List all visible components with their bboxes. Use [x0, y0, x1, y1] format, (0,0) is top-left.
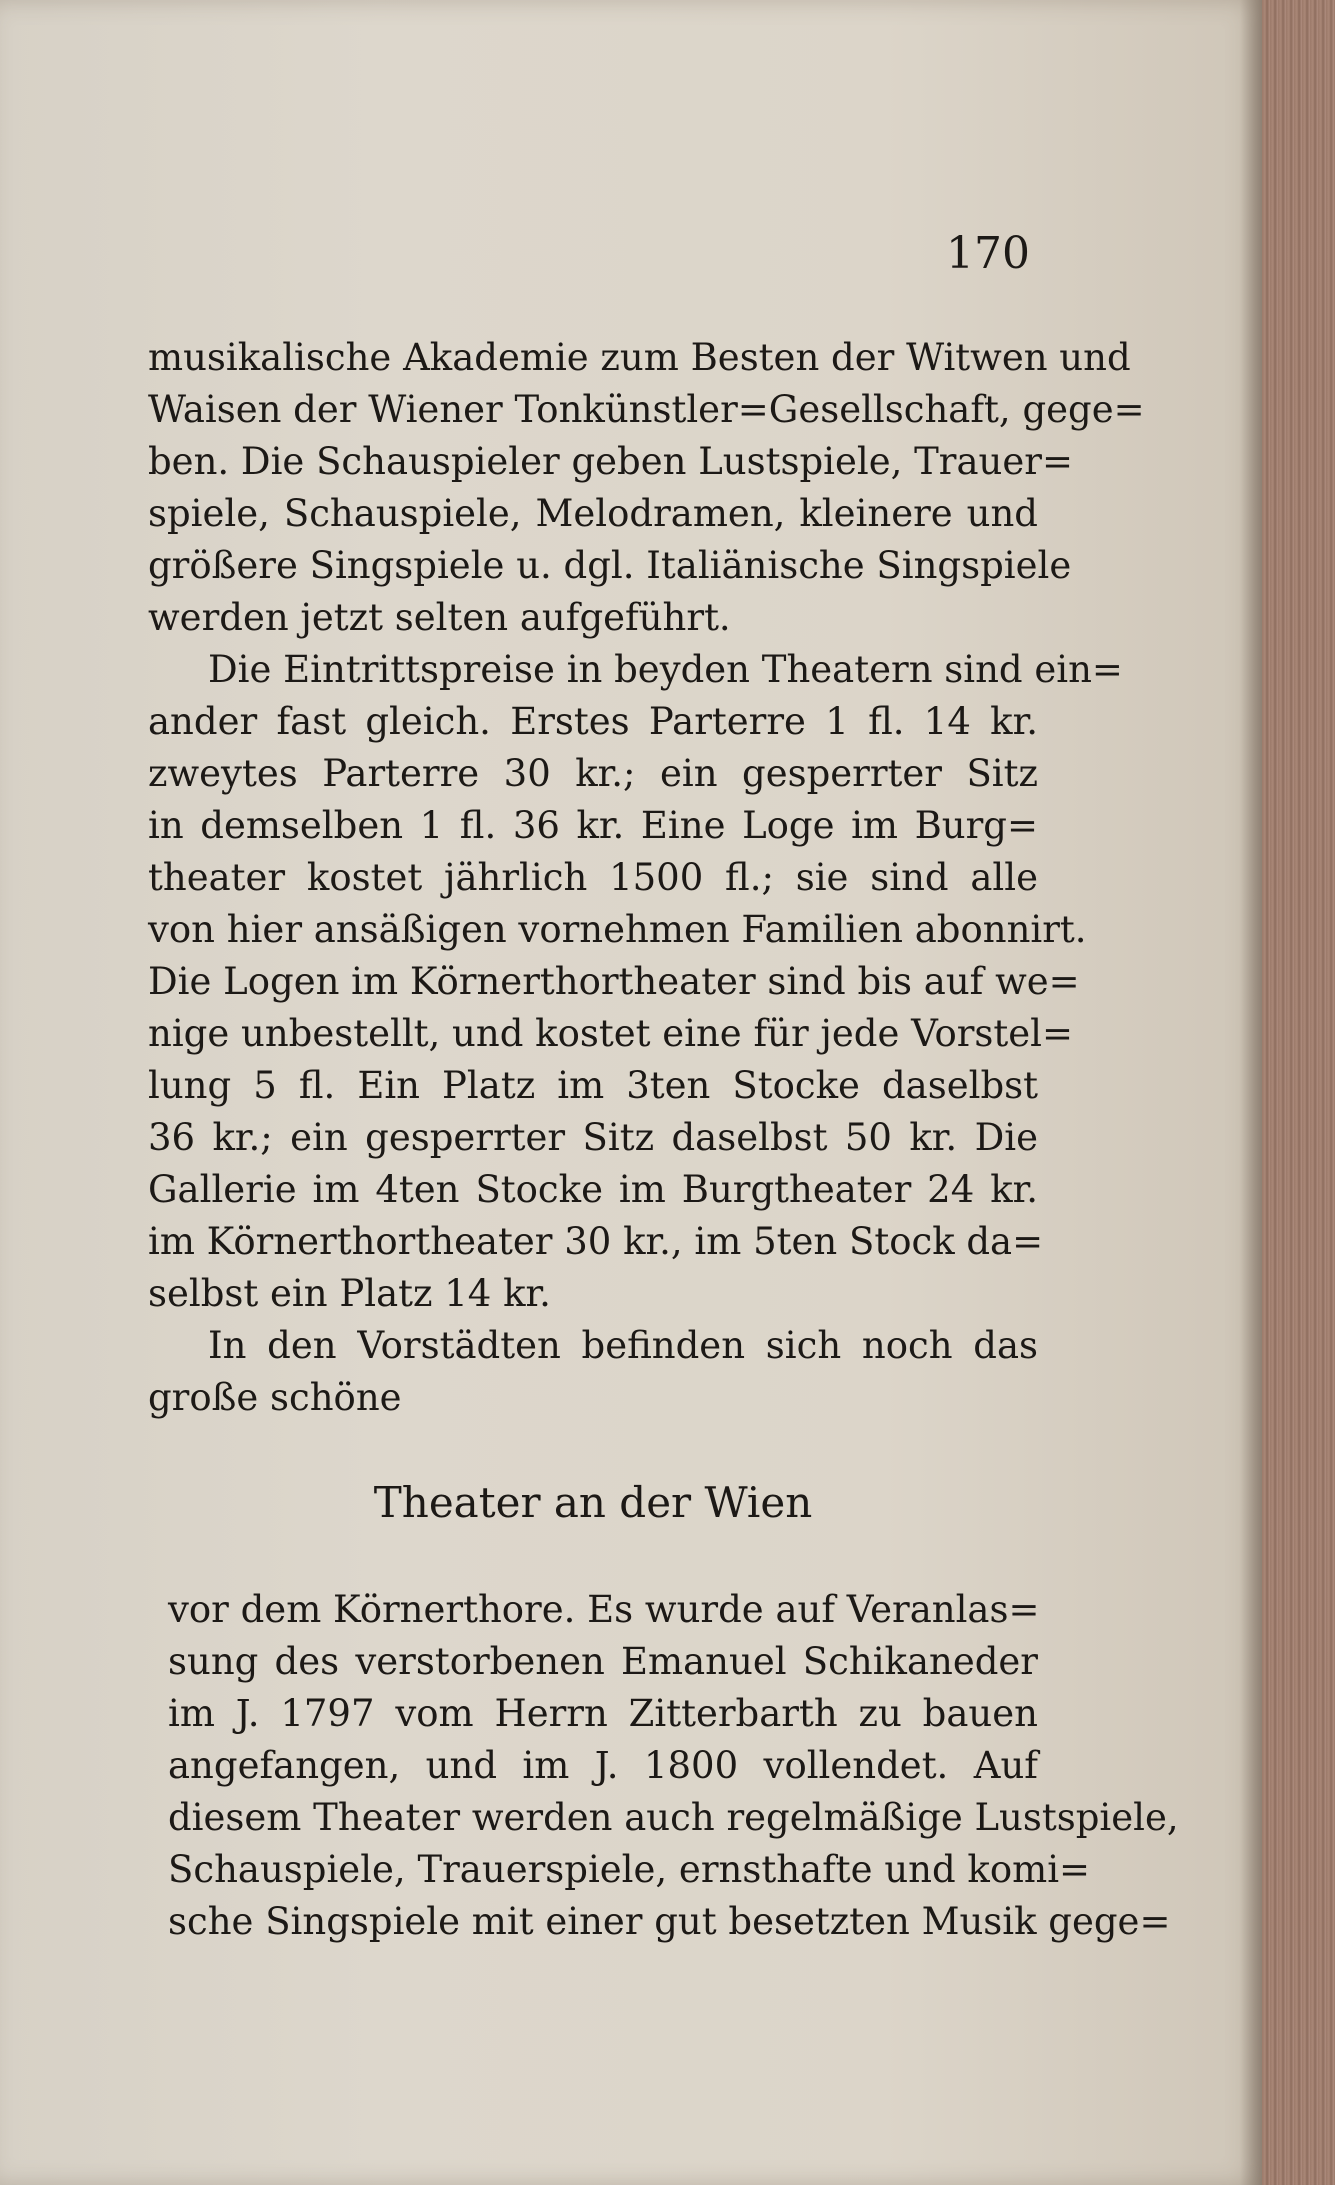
text-line: vor dem Körnerthore. Es wurde auf Veranlas=	[168, 1588, 1040, 1631]
text-line: diesem Theater werden auch regelmäßige Lustspiele,	[168, 1796, 1179, 1839]
text-line: Die Eintrittspreise in beyden Theatern sind ein=	[208, 648, 1123, 691]
page-edges	[1262, 0, 1335, 2185]
body-text	[148, 332, 1145, 1424]
text-line: zweytes Parterre 30 kr.; ein gesperrter Sitz	[148, 752, 1038, 795]
text-line: angefangen, und im J. 1800 vollendet. Auf	[168, 1744, 1038, 1787]
text-line: theater kostet jährlich 1500 fl.; sie sind alle	[148, 856, 1038, 899]
section-heading: Theater an der Wien	[373, 1478, 813, 1527]
page-number: 170	[946, 228, 1030, 279]
text-line: Waisen der Wiener Tonkünstler=Gesellschaft, gege=	[148, 388, 1145, 431]
text-line: werden jetzt selten aufgeführt.	[148, 596, 731, 639]
text-line: im Körnerthortheater 30 kr., im 5ten Stock da=	[148, 1220, 1044, 1263]
text-line: große schöne	[148, 1376, 402, 1419]
text-line: musikalische Akademie zum Besten der Witwen und	[148, 336, 1131, 379]
text-line: ander fast gleich. Erstes Parterre 1 fl. 14 kr.	[148, 700, 1038, 743]
text-line: im J. 1797 vom Herrn Zitterbarth zu bauen	[168, 1692, 1038, 1735]
body-text-continued	[168, 1584, 1179, 1948]
text-line: größere Singspiele u. dgl. Italiänische Singspiele	[148, 544, 1072, 587]
text-line: sung des verstorbenen Emanuel Schikaneder	[168, 1640, 1038, 1683]
text-line: von hier ansäßigen vornehmen Familien abonnirt.	[148, 908, 1087, 951]
text-line: Die Logen im Körnerthortheater sind bis auf we=	[148, 960, 1080, 1003]
text-line: sche Singspiele mit einer gut besetzten Musik gege=	[168, 1900, 1171, 1943]
text-line: nige unbestellt, und kostet eine für jede Vorstel=	[148, 1012, 1074, 1055]
text-line: selbst ein Platz 14 kr.	[148, 1272, 551, 1315]
text-line: Gallerie im 4ten Stocke im Burgtheater 24 kr.	[148, 1168, 1038, 1211]
text-line: lung 5 fl. Ein Platz im 3ten Stocke daselbst	[148, 1064, 1038, 1107]
text-line: ben. Die Schauspieler geben Lustspiele, Trauer=	[148, 440, 1073, 483]
text-line: in demselben 1 fl. 36 kr. Eine Loge im Burg=	[148, 804, 1038, 847]
text-line: In den Vorstädten befinden sich noch das	[208, 1324, 1038, 1367]
text-line: spiele, Schauspiele, Melodramen, kleinere und	[148, 492, 1038, 535]
text-line: 36 kr.; ein gesperrter Sitz daselbst 50 kr. Die	[148, 1116, 1038, 1159]
text-line: Schauspiele, Trauerspiele, ernsthafte und komi=	[168, 1848, 1091, 1891]
gutter-shadow	[1240, 0, 1264, 2185]
